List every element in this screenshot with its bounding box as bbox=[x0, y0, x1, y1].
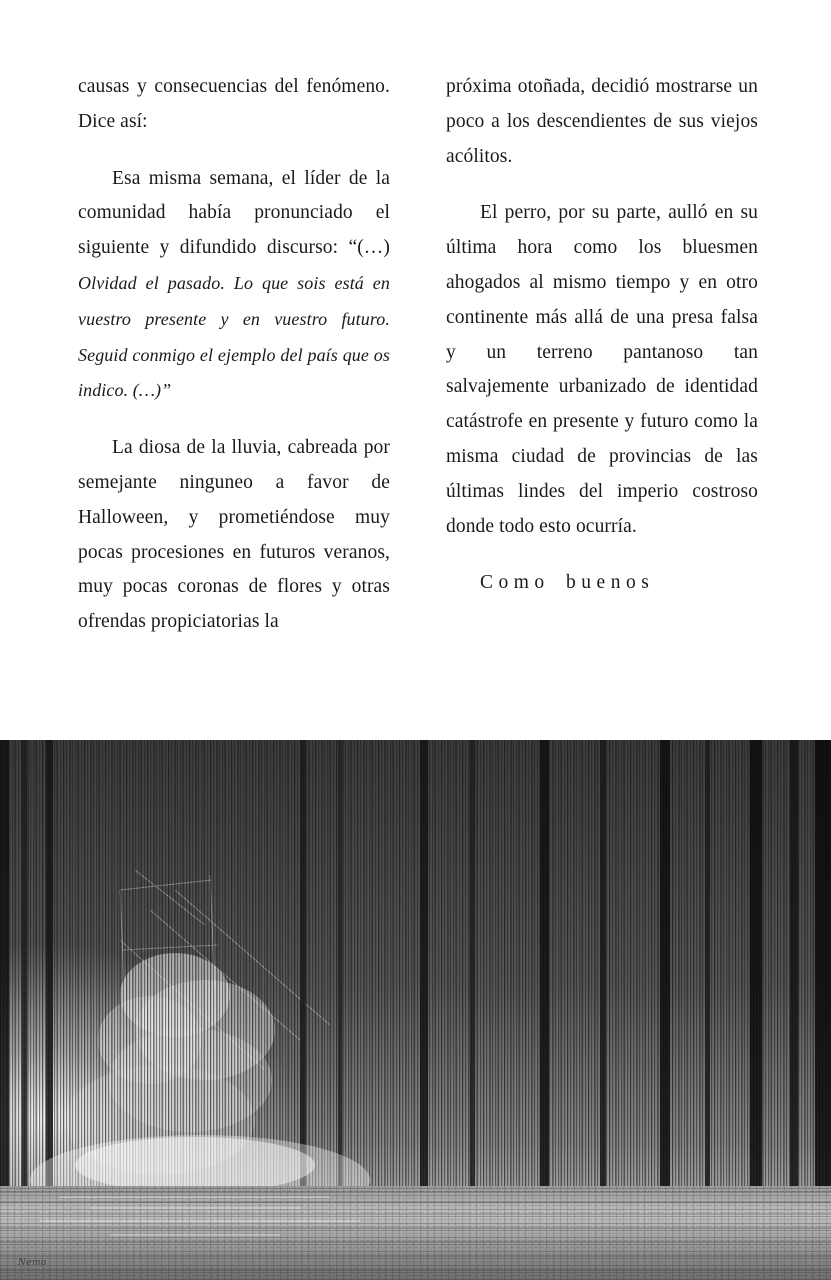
paragraph-como-buenos: Como buenos bbox=[480, 572, 655, 594]
two-column-text-body bbox=[78, 70, 757, 730]
right-column bbox=[446, 70, 758, 730]
rain-forest-engraving bbox=[0, 740, 831, 1280]
paragraph-continuation: causas y consecuencias del fenómeno. Dice así: bbox=[78, 76, 390, 132]
paragraph-continuation-right: próxima otoñada, decidió mostrarse un poco a los descendientes de sus viejos acólitos. bbox=[446, 76, 758, 167]
paragraph-rain-goddess: La diosa de la lluvia, cabreada por semejante ninguneo a favor de Halloween, y prometiéndose muy pocas procesiones en futuros veranos, muy pocas coronas de flores y otras ofrendas propiciatorias la bbox=[78, 437, 390, 633]
paragraph-quote bbox=[78, 162, 390, 410]
quote-italic-text: Olvidad el pasado. Lo que sois está en vuestro presente y en vuestro futuro. Seguid conmigo el ejemplo del país que os indico. (…)” bbox=[78, 272, 390, 401]
engraving-svg bbox=[0, 740, 831, 1280]
left-column bbox=[78, 70, 390, 730]
paragraph-dog: El perro, por su parte, aulló en su última hora como los bluesmen ahogados al mismo tiempo y en otro continente más allá de una presa falsa y un terreno pantanoso tan salvajemente urbanizado de identidad catástrofe en presente y futuro como la misma ciudad de provincias de las últimas lindes del imperio costroso donde todo esto ocurría. bbox=[446, 202, 758, 537]
artist-signature: Nemo bbox=[18, 1258, 47, 1268]
quote-lead-text: Esa misma semana, el líder de la comunidad había pronunciado el siguiente y difundido discurso: “(…) bbox=[78, 167, 390, 259]
